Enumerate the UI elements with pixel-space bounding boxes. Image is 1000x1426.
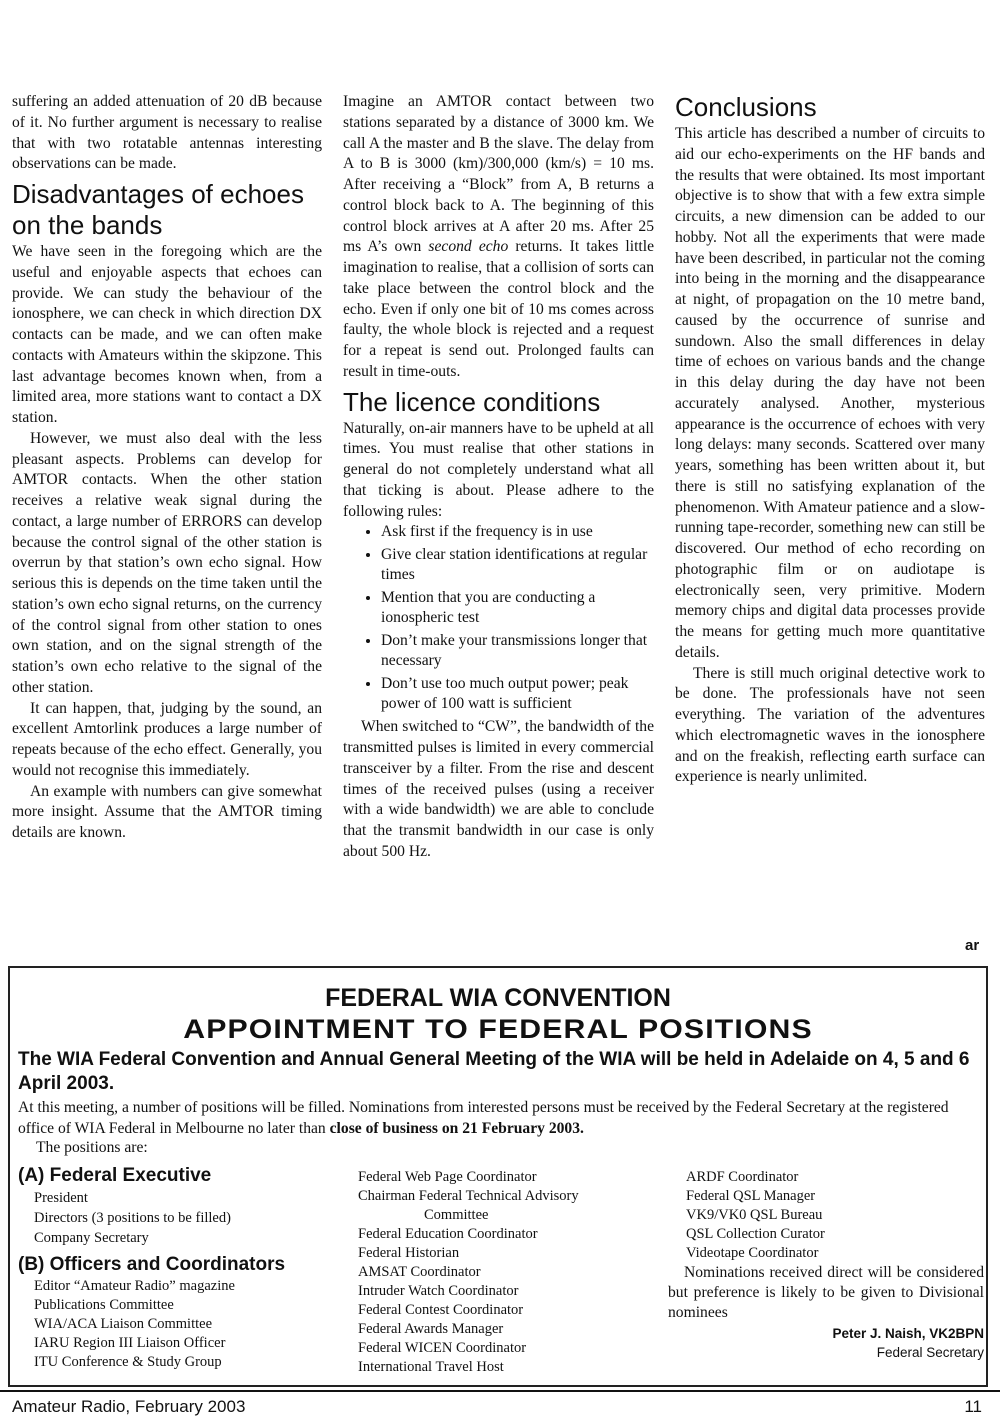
- officers-list: [18, 1277, 338, 1372]
- signer-name: Peter J. Naish, VK2BPN: [832, 1326, 984, 1341]
- list-item: Federal Contest Coordinator: [358, 1302, 524, 1318]
- list-item: ITU Conference & Study Group: [34, 1354, 222, 1370]
- text-run: At this meeting, a number of positions will be filled. Nominations from interested persons must be received by the Federal Secretary at the registered office of WIA Federal in Melbourne no later than: [18, 1099, 949, 1137]
- list-item: AMSAT Coordinator: [358, 1264, 481, 1280]
- executive-list: [18, 1188, 338, 1248]
- nominations-note: Nominations received direct will be considered but preference is likely to be given to Divisional nominees: [668, 1264, 984, 1321]
- positions-column-2: [358, 1168, 658, 1377]
- paragraph: We have seen in the foregoing which are the useful and enjoyable aspects that echoes can provide. We can study the behaviour of the ionosphere, we can check in which direction DX contacts can be made, and we can often make contacts with Amateurs within the skipzone. This last advantage becomes known when, from a limited area, more stations want to contact a DX station.: [12, 243, 322, 426]
- positions-list: [358, 1168, 658, 1377]
- publication-info: Amateur Radio, February 2003: [12, 1397, 246, 1416]
- list-item: ARDF Coordinator: [686, 1169, 799, 1185]
- list-item: Federal Historian: [358, 1245, 460, 1261]
- list-item: WIA/ACA Liaison Committee: [34, 1316, 213, 1332]
- list-item: Publications Committee: [34, 1297, 174, 1313]
- article-column-1: [12, 92, 322, 844]
- list-item: • Don’t use too much output power; peak power of 100 watt is sufficient: [381, 674, 654, 714]
- article-column-3: [675, 92, 985, 788]
- text-run: Imagine an AMTOR contact between two stations separated by a distance of 3000 km. We call A the master and B the slave. The delay from A to B is 3000 (km)/300,000 (km/s) = 10 ms. After receiving a “Block” from A, B returns a control block back to A. The beginning of this control block arrives at A after 20 ms. After 25 ms A’s own: [343, 93, 654, 256]
- notice-title: FEDERAL WIA CONVENTION: [325, 984, 671, 1012]
- positions-column-3: [668, 1168, 984, 1362]
- positions-list: [668, 1168, 984, 1263]
- paragraph: suffering an added attenuation of 20 dB because of it. No further argument is necessary to realise that with two rotatable antennas interesting observations can be made.: [12, 93, 322, 173]
- paragraph: There is still much original detective work to be done. The professionals have not seen everything. The variation of the adventures which electromagnetic waves in the ionosphere and on the freakish, reflecting earth surface can experience is nearly unlimited.: [675, 664, 985, 786]
- section-heading-disadvantages: Disadvantages of echoes on the bands: [12, 179, 304, 240]
- paragraph: This article has described a number of circuits to aid our echo-experiments on the HF bands and the results that were obtained. Its most important objective is to show that with a few extra simple circuits, a new dimension can be added to our hobby. Not all the experiments that were made have been described, in particular not the coming into being in the morning and the disappearance at night, of propagation on the 10 metre band, caused by the occurrence of sunrise and sundown. Also the small differences in delay time of echoes on various bands and the change in this delay during the day have not been accurately analysed. Another, mysterious appearance is the occurrence of echoes with very long delays: many seconds. Scattered over many years, something has been written about it, but there is still no satisfying explanation of the phenomenon. With Amateur patience and a slow-running tape-recorder, something new can still be discovered. Our method of echo recording on photographic film or on audiotape is electronically seen, very primitive. Modern memory chips and digital data processes provide the means for getting much more quantitative details.: [675, 125, 985, 661]
- list-item: Federal QSL Manager: [686, 1188, 816, 1204]
- page-footer: [0, 1390, 1000, 1426]
- list-item: • Give clear station identifications at regular times: [381, 545, 654, 585]
- notice-body: [18, 1098, 980, 1139]
- notice-lead: The WIA Federal Convention and Annual General Meeting of the WIA will be held in Adelaide on 4, 5 and 6 April 2003.: [18, 1049, 970, 1094]
- list-item: Company Secretary: [34, 1230, 149, 1246]
- list-item: • Don’t make your transmissions longer that necessary: [381, 631, 654, 671]
- notice-subtitle: APPOINTMENT TO FEDERAL POSITIONS: [183, 1014, 813, 1044]
- list-item: President: [34, 1190, 88, 1206]
- section-federal-executive: (A) Federal Executive: [18, 1165, 212, 1186]
- text-run: returns. It takes little imagination to realise, that a collision of sorts can take place between the control block and the echo. Even if only one bit of 10 ms comes across faulty, the whole block is rejected and a request for a repeat is send out. Prolonged faults can result in time-outs.: [343, 238, 654, 380]
- list-item: Directors (3 positions to be filled): [34, 1210, 231, 1226]
- list-item: Intruder Watch Coordinator: [358, 1283, 519, 1299]
- list-item: VK9/VK0 QSL Bureau: [686, 1207, 823, 1223]
- positions-label: The positions are:: [36, 1139, 148, 1156]
- list-item: International Travel Host: [358, 1359, 504, 1375]
- list-item: • Ask first if the frequency is in use: [381, 522, 654, 542]
- list-item: Editor “Amateur Radio” magazine: [34, 1278, 235, 1294]
- section-officers-coordinators: (B) Officers and Coordinators: [18, 1254, 286, 1275]
- paragraph: When switched to “CW”, the bandwidth of the transmitted pulses is limited in every commercial transceiver by a filter. From the rise and descent times of the received pulses (using a receiver with a wide bandwidth) we are able to conclude that the transmit bandwidth in our case is only about 500 Hz.: [343, 718, 654, 860]
- list-item: Federal Awards Manager: [358, 1321, 504, 1337]
- paragraph: An example with numbers can give somewhat more insight. Assume that the AMTOR timing details are known.: [12, 782, 322, 841]
- list-item: IARU Region III Liaison Officer: [34, 1335, 226, 1351]
- list-item: Committee: [424, 1207, 489, 1223]
- signer-title: Federal Secretary: [876, 1345, 984, 1360]
- deadline-text: close of business on 21 February 2003.: [329, 1119, 584, 1137]
- paragraph: It can happen, that, judging by the sound, an excellent Amtorlink produces a large number of repeats because of the echo effect. Generally, you would not recognise this immediately.: [12, 699, 322, 779]
- signature-block: [668, 1324, 984, 1362]
- positions-column-1: [18, 1164, 338, 1377]
- paragraph: Naturally, on-air manners have to be upheld at all times. You must realise that other stations in general do not completely understand what all that ticking is about. Please adhere to the following rules:: [343, 419, 654, 520]
- emphasis-second-echo: second echo: [428, 238, 509, 256]
- list-item: • Mention that you are conducting a ionospheric test: [381, 588, 654, 628]
- paragraph: However, we must also deal with the less pleasant aspects. Problems can develop for AMTOR contacts. When the other station receives a relative weak signal during the contact, a large number of ERRORS can develop because the control signal of the other station is overrun by that station’s own echo signal. How serious this is depends on the time taken until the station’s own echo signal returns, on the currency of the control signal from other station to ones own station, and on the signal strength of the station’s own echo relative to the signal of the other station.: [12, 429, 322, 696]
- list-item: Federal Web Page Coordinator: [358, 1169, 537, 1185]
- list-item: Videotape Coordinator: [686, 1245, 819, 1261]
- section-heading-licence-conditions: The licence conditions: [343, 386, 601, 417]
- list-item: Federal Education Coordinator: [358, 1226, 538, 1242]
- article-column-2: [343, 92, 654, 863]
- end-of-article-mark: ar: [965, 937, 980, 954]
- list-item: Chairman Federal Technical Advisory: [358, 1188, 579, 1204]
- list-item: Federal WICEN Coordinator: [358, 1340, 527, 1356]
- section-heading-conclusions: Conclusions: [675, 92, 817, 122]
- page-number: 11: [964, 1397, 982, 1416]
- list-item: QSL Collection Curator: [686, 1226, 825, 1242]
- convention-notice-box: [8, 966, 988, 1387]
- rules-list: [343, 522, 654, 714]
- paragraph: [343, 92, 654, 383]
